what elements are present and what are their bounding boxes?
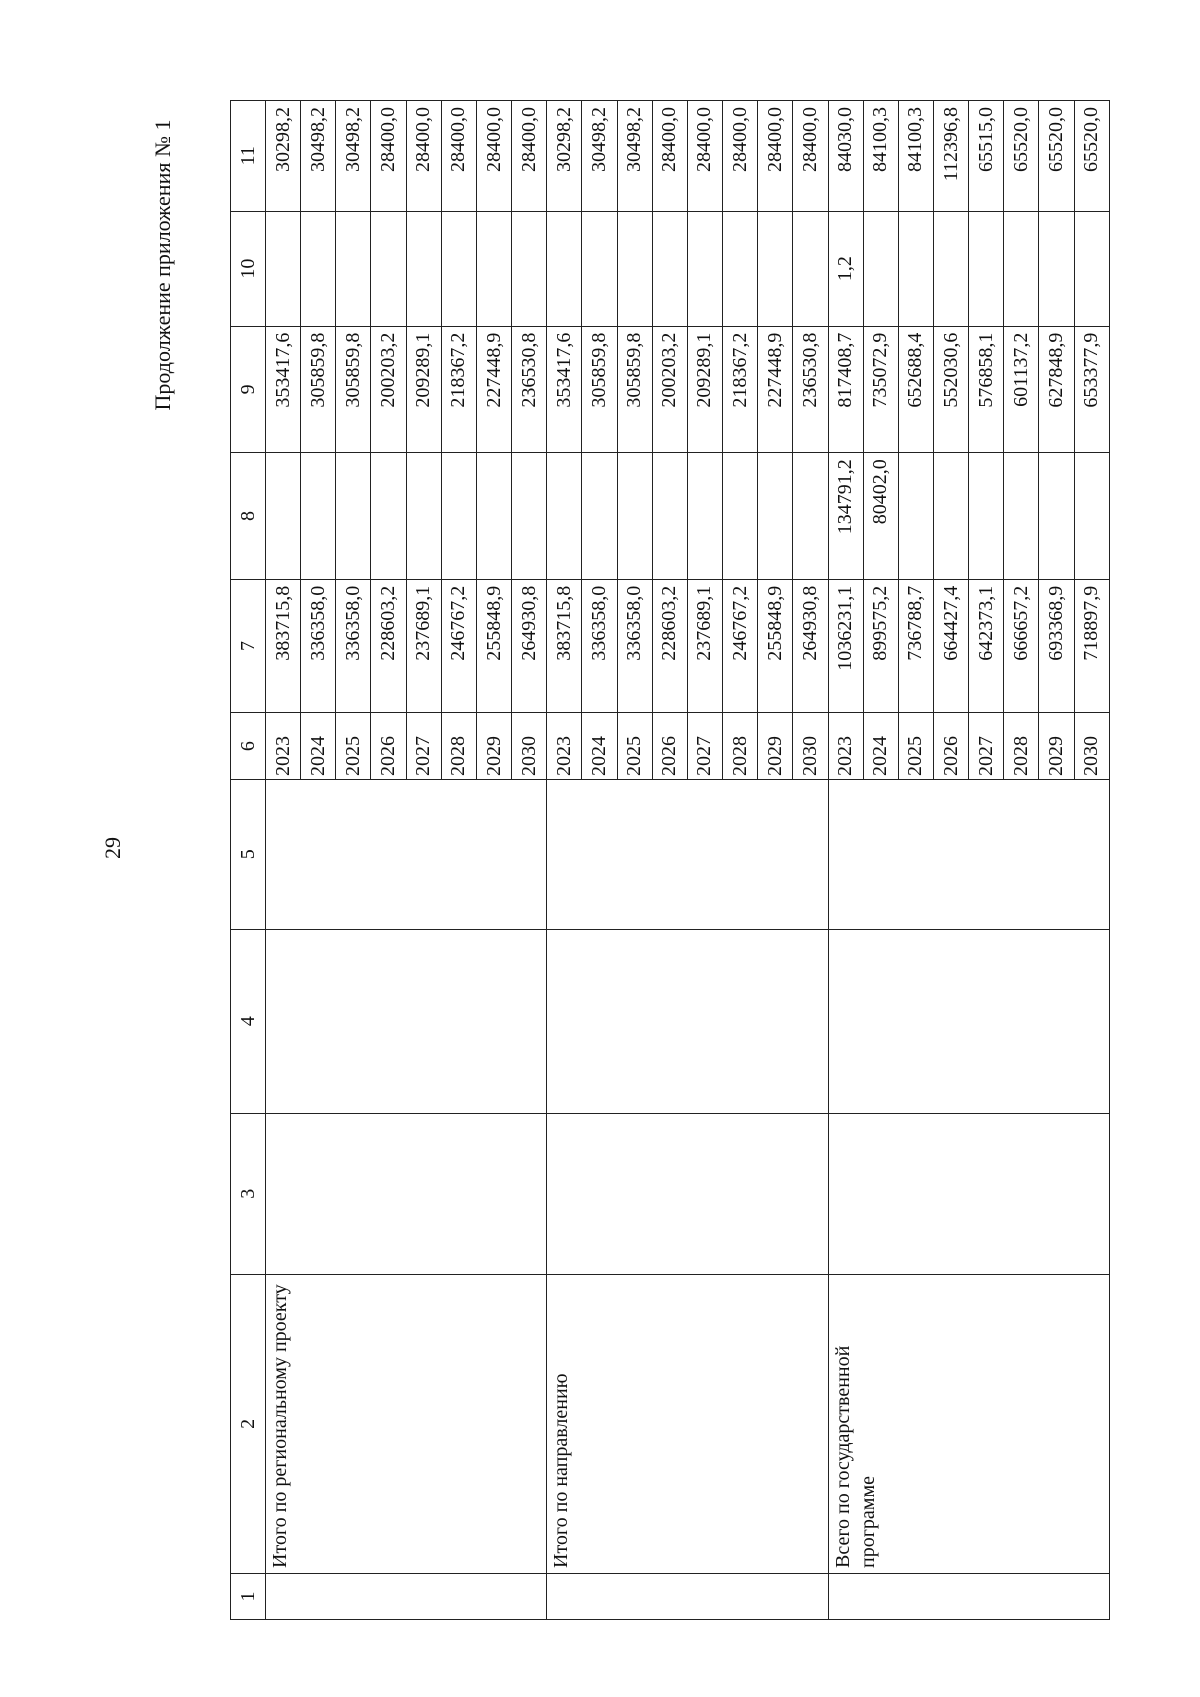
year-cell: 2028 <box>723 713 758 780</box>
year-cell: 2030 <box>793 713 828 780</box>
empty-cell <box>266 780 547 930</box>
value-cell: 642373,1 <box>969 579 1004 712</box>
value-cell: 899575,2 <box>863 579 898 712</box>
value-cell: 305859,8 <box>336 326 371 453</box>
table-container <box>230 100 1110 1620</box>
value-cell: 601137,2 <box>1004 326 1039 453</box>
value-cell: 218367,2 <box>723 326 758 453</box>
table-body <box>266 101 1110 1620</box>
empty-cell <box>547 1113 828 1274</box>
value-cell <box>969 211 1004 326</box>
value-cell <box>266 453 301 580</box>
value-cell: 28400,0 <box>441 101 476 212</box>
value-cell <box>301 453 336 580</box>
value-cell <box>758 453 793 580</box>
value-cell: 1036231,1 <box>828 579 863 712</box>
value-cell <box>1004 453 1039 580</box>
year-cell: 2023 <box>547 713 582 780</box>
empty-cell <box>266 929 547 1113</box>
value-cell <box>582 453 617 580</box>
value-cell: 28400,0 <box>723 101 758 212</box>
value-cell: 218367,2 <box>441 326 476 453</box>
value-cell: 246767,2 <box>723 579 758 712</box>
value-cell <box>617 453 652 580</box>
value-cell <box>371 453 406 580</box>
value-cell: 209289,1 <box>406 326 441 453</box>
value-cell: 65520,0 <box>1039 101 1074 212</box>
year-cell: 2029 <box>476 713 511 780</box>
value-cell <box>898 453 933 580</box>
value-cell <box>793 211 828 326</box>
value-cell: 627848,9 <box>1039 326 1074 453</box>
header-cell: 5 <box>231 780 266 930</box>
value-cell: 246767,2 <box>441 579 476 712</box>
value-cell <box>933 453 968 580</box>
header-cell: 3 <box>231 1113 266 1274</box>
value-cell: 264930,8 <box>793 579 828 712</box>
value-cell <box>476 453 511 580</box>
header-cell: 11 <box>231 101 266 212</box>
value-cell <box>301 211 336 326</box>
value-cell <box>758 211 793 326</box>
value-cell: 255848,9 <box>476 579 511 712</box>
group-label: Итого по направлению <box>547 1274 828 1573</box>
value-cell: 255848,9 <box>758 579 793 712</box>
value-cell: 80402,0 <box>863 453 898 580</box>
value-cell: 305859,8 <box>617 326 652 453</box>
year-cell: 2025 <box>617 713 652 780</box>
row-number-cell <box>828 1573 1110 1619</box>
empty-cell <box>828 780 1110 930</box>
financing-table <box>230 100 1110 1620</box>
header-cell: 8 <box>231 453 266 580</box>
value-cell: 228603,2 <box>371 579 406 712</box>
value-cell <box>1039 453 1074 580</box>
value-cell <box>1074 453 1109 580</box>
value-cell <box>406 453 441 580</box>
value-cell: 576858,1 <box>969 326 1004 453</box>
value-cell: 336358,0 <box>336 579 371 712</box>
value-cell: 28400,0 <box>652 101 687 212</box>
value-cell: 237689,1 <box>687 579 722 712</box>
value-cell <box>723 453 758 580</box>
empty-cell <box>828 929 1110 1113</box>
year-cell: 2027 <box>687 713 722 780</box>
value-cell: 664427,4 <box>933 579 968 712</box>
value-cell <box>687 453 722 580</box>
value-cell: 28400,0 <box>476 101 511 212</box>
value-cell: 209289,1 <box>687 326 722 453</box>
value-cell <box>336 211 371 326</box>
value-cell: 666657,2 <box>1004 579 1039 712</box>
value-cell: 652688,4 <box>898 326 933 453</box>
empty-cell <box>547 780 828 930</box>
header-cell: 9 <box>231 326 266 453</box>
year-cell: 2029 <box>1039 713 1074 780</box>
year-cell: 2024 <box>863 713 898 780</box>
year-cell: 2026 <box>933 713 968 780</box>
value-cell: 30498,2 <box>617 101 652 212</box>
value-cell <box>652 453 687 580</box>
year-cell: 2025 <box>336 713 371 780</box>
value-cell <box>547 211 582 326</box>
year-cell: 2030 <box>512 713 547 780</box>
value-cell: 552030,6 <box>933 326 968 453</box>
year-cell: 2023 <box>266 713 301 780</box>
table-row <box>547 101 582 1620</box>
value-cell: 236530,8 <box>793 326 828 453</box>
table-row <box>266 101 301 1620</box>
year-cell: 2023 <box>828 713 863 780</box>
value-cell <box>969 453 1004 580</box>
value-cell: 237689,1 <box>406 579 441 712</box>
year-cell: 2028 <box>1004 713 1039 780</box>
value-cell <box>652 211 687 326</box>
value-cell <box>617 211 652 326</box>
value-cell: 305859,8 <box>301 326 336 453</box>
value-cell: 30298,2 <box>266 101 301 212</box>
value-cell <box>371 211 406 326</box>
value-cell: 718897,9 <box>1074 579 1109 712</box>
value-cell <box>441 211 476 326</box>
value-cell <box>512 453 547 580</box>
value-cell: 28400,0 <box>512 101 547 212</box>
value-cell <box>1039 211 1074 326</box>
value-cell: 264930,8 <box>512 579 547 712</box>
value-cell <box>512 211 547 326</box>
value-cell: 30498,2 <box>582 101 617 212</box>
value-cell <box>476 211 511 326</box>
empty-cell <box>547 929 828 1113</box>
header-cell: 6 <box>231 713 266 780</box>
value-cell: 200203,2 <box>652 326 687 453</box>
header-cell: 2 <box>231 1274 266 1573</box>
value-cell: 28400,0 <box>793 101 828 212</box>
header-cell: 1 <box>231 1573 266 1619</box>
page-number: 29 <box>100 837 125 859</box>
value-cell: 84100,3 <box>863 101 898 212</box>
value-cell: 735072,9 <box>863 326 898 453</box>
year-cell: 2027 <box>406 713 441 780</box>
year-cell: 2028 <box>441 713 476 780</box>
value-cell: 1,2 <box>828 211 863 326</box>
header-row <box>231 101 266 1620</box>
value-cell <box>933 211 968 326</box>
appendix-continuation-note: Продолжение приложения № 1 <box>150 119 175 411</box>
year-cell: 2026 <box>371 713 406 780</box>
value-cell: 383715,8 <box>266 579 301 712</box>
value-cell <box>723 211 758 326</box>
year-cell: 2025 <box>898 713 933 780</box>
year-cell: 2027 <box>969 713 1004 780</box>
value-cell: 336358,0 <box>617 579 652 712</box>
header-cell: 10 <box>231 211 266 326</box>
value-cell: 383715,8 <box>547 579 582 712</box>
value-cell: 353417,6 <box>266 326 301 453</box>
value-cell <box>863 211 898 326</box>
header-cell: 7 <box>231 579 266 712</box>
value-cell <box>547 453 582 580</box>
value-cell <box>582 211 617 326</box>
value-cell: 65520,0 <box>1074 101 1109 212</box>
value-cell: 28400,0 <box>687 101 722 212</box>
value-cell: 65515,0 <box>969 101 1004 212</box>
value-cell: 227448,9 <box>476 326 511 453</box>
value-cell <box>336 453 371 580</box>
value-cell <box>898 211 933 326</box>
empty-cell <box>266 1113 547 1274</box>
value-cell: 84100,3 <box>898 101 933 212</box>
value-cell: 112396,8 <box>933 101 968 212</box>
value-cell: 817408,7 <box>828 326 863 453</box>
value-cell: 336358,0 <box>582 579 617 712</box>
row-number-cell <box>266 1573 547 1619</box>
year-cell: 2029 <box>758 713 793 780</box>
value-cell: 653377,9 <box>1074 326 1109 453</box>
value-cell: 353417,6 <box>547 326 582 453</box>
value-cell <box>441 453 476 580</box>
value-cell: 30298,2 <box>547 101 582 212</box>
value-cell: 28400,0 <box>371 101 406 212</box>
value-cell: 28400,0 <box>758 101 793 212</box>
value-cell: 134791,2 <box>828 453 863 580</box>
value-cell: 30498,2 <box>301 101 336 212</box>
value-cell <box>793 453 828 580</box>
value-cell: 28400,0 <box>406 101 441 212</box>
value-cell: 84030,0 <box>828 101 863 212</box>
value-cell: 228603,2 <box>652 579 687 712</box>
value-cell: 305859,8 <box>582 326 617 453</box>
value-cell <box>687 211 722 326</box>
group-label: Всего по государственной программе <box>828 1274 1110 1573</box>
value-cell: 227448,9 <box>758 326 793 453</box>
value-cell <box>1074 211 1109 326</box>
value-cell: 65520,0 <box>1004 101 1039 212</box>
value-cell: 30498,2 <box>336 101 371 212</box>
value-cell <box>266 211 301 326</box>
value-cell <box>1004 211 1039 326</box>
empty-cell <box>828 1113 1110 1274</box>
table-row <box>828 101 863 1620</box>
group-label: Итого по региональному проекту <box>266 1274 547 1573</box>
row-number-cell <box>547 1573 828 1619</box>
year-cell: 2030 <box>1074 713 1109 780</box>
year-cell: 2024 <box>301 713 336 780</box>
value-cell: 200203,2 <box>371 326 406 453</box>
value-cell: 236530,8 <box>512 326 547 453</box>
year-cell: 2024 <box>582 713 617 780</box>
header-cell: 4 <box>231 929 266 1113</box>
value-cell: 336358,0 <box>301 579 336 712</box>
value-cell <box>406 211 441 326</box>
value-cell: 736788,7 <box>898 579 933 712</box>
year-cell: 2026 <box>652 713 687 780</box>
value-cell: 693368,9 <box>1039 579 1074 712</box>
